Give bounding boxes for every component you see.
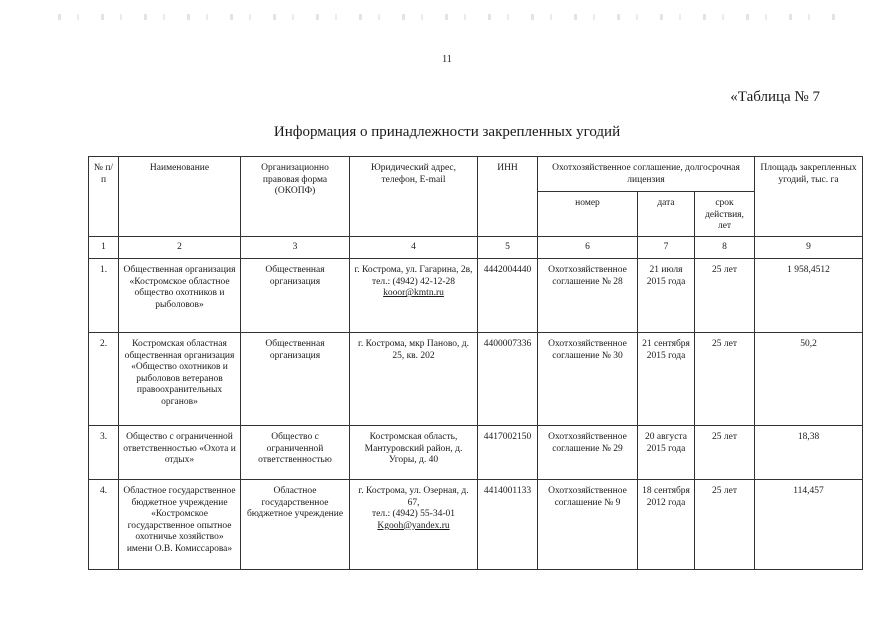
- ownership-table: [88, 156, 863, 570]
- header-agreement-term: срок действия, лет: [695, 192, 755, 237]
- column-number: 4: [350, 237, 478, 259]
- header-area: Площадь закрепленных угодий, тыс. га: [755, 157, 863, 237]
- document-title: Информация о принадлежности закрепленных угодий: [273, 124, 621, 140]
- scan-noise: [58, 14, 838, 20]
- page-number: 11: [442, 54, 452, 65]
- header-num: № п/п: [89, 157, 119, 237]
- row-num: 3.: [89, 426, 119, 480]
- header-agreement-number: номер: [538, 192, 638, 237]
- column-number: 7: [638, 237, 695, 259]
- header-agreement: Охотхозяйственное соглашение, долгосрочная лицензия: [538, 157, 755, 192]
- row-okopf: Общественная организация: [241, 259, 350, 333]
- header-name: Наименование: [119, 157, 241, 237]
- column-number: 8: [695, 237, 755, 259]
- header-agreement-date: дата: [638, 192, 695, 237]
- row-agreement-number: Охотхозяйственное соглашение № 28: [538, 259, 638, 333]
- row-area: 18,38: [755, 426, 863, 480]
- column-number: 2: [119, 237, 241, 259]
- table-caption: «Таблица № 7: [730, 89, 820, 105]
- row-email-link[interactable]: kooor@kmtn.ru: [383, 288, 444, 299]
- row-name: Общество с ограниченной ответственностью «Охота и отдых»: [119, 426, 241, 480]
- row-address-cell: [350, 259, 478, 333]
- row-name: Общественная организация «Костромское областное общество охотников и рыболовов»: [119, 259, 241, 333]
- row-area: 114,457: [755, 480, 863, 570]
- table-row: [89, 333, 863, 426]
- header-row: [89, 157, 863, 192]
- row-term: 25 лет: [695, 259, 755, 333]
- header-address: Юридический адрес, телефон, E-mail: [350, 157, 478, 237]
- column-number: 1: [89, 237, 119, 259]
- row-agreement-date: 21 июля 2015 года: [638, 259, 695, 333]
- row-address: г. Кострома, ул. Гагарина, 2в,: [354, 265, 473, 275]
- row-name: Костромская областная общественная организация «Общество охотников и рыболовов ветеранов правоохранительных органов»: [119, 333, 241, 426]
- row-agreement-date: 20 августа 2015 года: [638, 426, 695, 480]
- column-number-row: [89, 237, 863, 259]
- header-okopf: Организационно правовая форма (ОКОПФ): [241, 157, 350, 237]
- row-address: г. Кострома, ул. Озерная, д. 67,: [358, 486, 469, 508]
- row-num: 2.: [89, 333, 119, 426]
- row-term: 25 лет: [695, 333, 755, 426]
- column-number: 9: [755, 237, 863, 259]
- row-term: 25 лет: [695, 480, 755, 570]
- header-inn: ИНН: [478, 157, 538, 237]
- row-phone: тел.: (4942) 42-12-28: [371, 276, 456, 287]
- row-inn: 4417002150: [478, 426, 538, 480]
- row-inn: 4414001133: [478, 480, 538, 570]
- column-number: 3: [241, 237, 350, 259]
- row-inn: 4442004440: [478, 259, 538, 333]
- row-phone: тел.: (4942) 55-34-01: [371, 509, 456, 520]
- row-num: 4.: [89, 480, 119, 570]
- row-address-cell: [350, 480, 478, 570]
- table-row: [89, 259, 863, 333]
- row-name: Областное государственное бюджетное учреждение «Костромское государственное опытное охотничье хозяйство» имени О.В. Комиссарова»: [119, 480, 241, 570]
- row-okopf: Общественная организация: [241, 333, 350, 426]
- row-area: 50,2: [755, 333, 863, 426]
- row-agreement-date: 18 сентября 2012 года: [638, 480, 695, 570]
- row-area: 1 958,4512: [755, 259, 863, 333]
- table-row: [89, 426, 863, 480]
- row-address-cell: [350, 426, 478, 480]
- row-agreement-date: 21 сентября 2015 года: [638, 333, 695, 426]
- row-address: г. Кострома, мкр Паново, д. 25, кв. 202: [358, 339, 469, 361]
- row-term: 25 лет: [695, 426, 755, 480]
- row-num: 1.: [89, 259, 119, 333]
- row-address: Костромская область, Мантуровский район, д. Угоры, д. 40: [364, 432, 463, 466]
- row-address-cell: [350, 333, 478, 426]
- table-row: [89, 480, 863, 570]
- row-inn: 4400007336: [478, 333, 538, 426]
- row-agreement-number: Охотхозяйственное соглашение № 29: [538, 426, 638, 480]
- column-number: 6: [538, 237, 638, 259]
- row-agreement-number: Охотхозяйственное соглашение № 30: [538, 333, 638, 426]
- column-number: 5: [478, 237, 538, 259]
- row-okopf: Общество с ограниченной ответственностью: [241, 426, 350, 480]
- row-email-link[interactable]: Kgooh@yandex.ru: [377, 520, 450, 531]
- row-agreement-number: Охотхозяйственное соглашение № 9: [538, 480, 638, 570]
- row-okopf: Областное государственное бюджетное учреждение: [241, 480, 350, 570]
